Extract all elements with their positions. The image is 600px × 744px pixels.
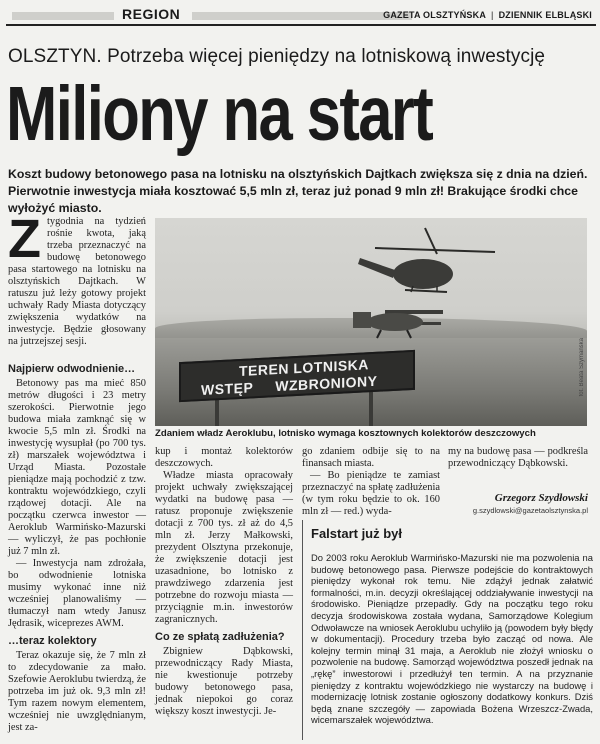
article-kicker: OLSZTYN. Potrzeba więcej pieniędzy na lotniskową inwestycję (8, 46, 546, 67)
sign-line-1: TEREN LOTNISKA (239, 356, 369, 380)
photo-caption: Zdaniem władz Aeroklubu, lotnisko wymaga kosztownych kolektorów deszczowych (155, 428, 536, 439)
paper-separator: | (491, 10, 494, 20)
paragraph: go zdaniem odbije się to na finansach miasta. (302, 446, 440, 469)
subhead-odwodnienie: Najpierw odwodnienie… (8, 363, 136, 375)
photo-credit: fot. Beata Szymańska (579, 338, 585, 397)
paragraph: — Inwestycja nam zdrożała, bo odwodnienie lotniska musimy wykonać inne niż wcześniej planowaliśmy — tłumaczył nam wtedy Janusz Jędrasik, wiceprezes AWM. (8, 558, 146, 629)
biplane-icon (353, 310, 443, 338)
section-bar-right (192, 12, 412, 20)
paper-names (383, 10, 592, 20)
paragraph: my na budowę pasa — podkreśla przewodniczący Dąbkowski. (448, 446, 588, 469)
sidebar-text: Do 2003 roku Aeroklub Warmińsko-Mazurski nie ma pozwolenia na budowę betonowego pasa. Pierwsze podejście do kontraktowych pieniędzy wykonał rok temu. Nie zdążył jednak załatwić formalności, m.in. decyzji określającej oddziaływanie inwestycji na środowisko. Pieniądze przepadły. Gdy na początku tego roku decyzja środowiskowa została wydana, Samorządowe Kolegium Odwoławcze na wniosek Aeroklubu uchyliło ją (powodem były błędy w dokumentacji). Procedury trzeba było zacząć od nowa. Ale kolejny termin minął 31 maja, a Aeroklub nie złożył wniosku o pozwolenie na budowę. Samorząd województwa poszedł jednak na „rękę” inwestorowi i przedłużył ten termin. A na przyznanie pieniędzy z kontraktu wojewódzkiego nie wystarczy na budowę i modernizację lotnisk zostanie ogłoszony dodatkowy konkurs. Dziś będą znane szczegóły — zapowiada Bożena Wrzeszcz-Zwada, wicemarszałek województwa. (311, 552, 593, 726)
paragraph: Zbigniew Dąbkowski, przewodniczący Rady Miasta, nie kwestionuje potrzeby budowy betonowego pasa, jednak niepokoi go coraz większy koszt inwestycji. Je- (155, 646, 293, 717)
intro-paragraph (8, 209, 146, 348)
sign-word-wstep: WSTĘP (201, 379, 254, 399)
column-1-body (8, 358, 146, 734)
sidebar-title: Falstart już był (311, 526, 403, 541)
section-label: REGION (122, 6, 181, 22)
column-1-intro (8, 209, 146, 348)
article-lead: Koszt budowy betonowego pasa na lotnisku na olsztyńskich Dajtkach zwiększa się z dnia na dzień. Pierwotnie inwestycja miała kosztować 5,5 mln zł, teraz już ponad 9 mln zł! Brakujące środki chce wyłożyć miasto. (8, 167, 588, 215)
page-header (6, 4, 596, 26)
article-photo (155, 218, 587, 426)
section-bar-left (12, 12, 114, 20)
paragraph: Betonowy pas ma mieć 850 metrów długości i 23 metry szerokości. Pierwotnie jego budowa miała zamknąć się w kwocie 5,5 mln zł. Środki na inwestycję wysupłał (po 700 tys. zł) marszałek województwa i Urząd Miasta. Pozostałe pieniądze mają pochodzić z tzw. kontraktu wojewódzkiego, czyli rządowej dotacji. Ale na początku czerwca inwestor — Aeroklub Warmińsko-Mazurski — wyliczył, że pas pochłonie już 7 mln zł. (8, 378, 146, 557)
sidebar-box (302, 520, 592, 740)
paper-name-1: GAZETA OLSZTYŃSKA (383, 10, 487, 20)
intro-text: tygodnia na tydzień rośnie kwota, jaką trzeba przeznaczyć na budowę betonowego pasa startowego na lotnisku na olsztyńskich Dajtkach. W ratuszu już leży gotowy projekt uchwały Rady Miasta dotyczący zwiększenia wydatków na inwestycje. Będzie głosowany na jutrzejszej sesji. (8, 216, 146, 347)
paragraph: — Bo pieniądze te zamiast przeznaczyć na spłatę zadłużenia (w tym roku będzie to ok. 160 mln zł — red.) wyda- (302, 470, 440, 517)
paper-name-2: DZIENNIK ELBLĄSKI (498, 10, 592, 20)
column-2 (155, 446, 293, 718)
author-email: g.szydlowski@gazetaolsztynska.pl (472, 506, 588, 515)
subhead-zadluzenie: Co ze spłatą zadłużenia? (155, 631, 285, 643)
paragraph: Władze miasta opracowały projekt uchwały zwiększającej wydatki na budowę pasa — ratusz proponuje zwiększenie dotacji z 700 tys. zł aż do 4,5 mln zł. Jerzy Małkowski, prezydent Olsztyna przekonuje, że zwiększenie dotacji jest uzasadnione, bo lotnisko z prawdziwego zdarzenia jest potrzebne do rozwoju miasta — przyciągnie m.in. inwestorów zagranicznych. (155, 470, 293, 625)
column-3 (302, 446, 440, 518)
helicopter-icon (358, 228, 495, 292)
subhead-kolektory: …teraz kolektory (8, 635, 97, 647)
article-headline: Miliony na start (6, 71, 433, 157)
author-name: Grzegorz Szydłowski (494, 492, 588, 504)
drop-cap: Z (8, 209, 41, 269)
paragraph: Teraz okazuje się, że 7 mln zł to zdecydowanie za mało. Szefowie Aeroklubu twierdzą, że potrzeba im już ok. 9,3 mln zł! Tym razem nowym elementem, wcześniej nie uwzględnianym, jest za- (8, 650, 146, 733)
sign-word-wzbroniony: WZBRONIONY (275, 372, 378, 395)
paragraph: kup i montaż kolektorów deszczowych. (155, 446, 293, 469)
column-4 (448, 446, 588, 470)
